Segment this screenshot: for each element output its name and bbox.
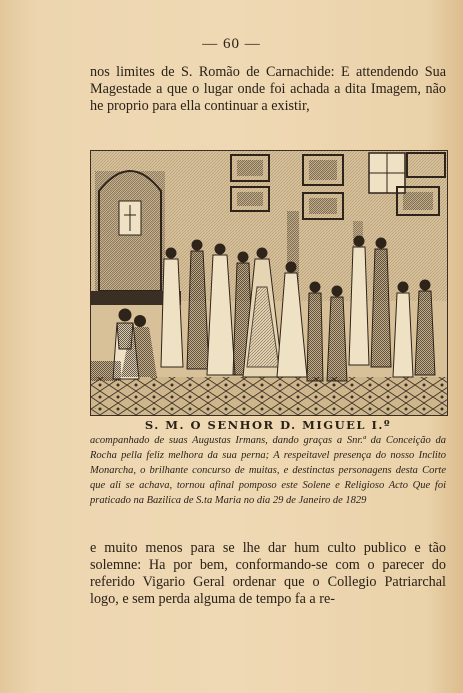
engraving-credit: · · ·: [92, 407, 100, 412]
paragraph-top: nos limites de S. Romão de Carnachide: E attendendo Sua Magestade a que o lugar onde foi achada a dita Imagem, não he proprio para ella continuar a existir,: [90, 64, 446, 114]
body-text-bottom: [90, 540, 446, 608]
caption-paragraph: acompanhado de suas Augustas Irmans, dando graças a Snr.ª da Conceição da Rocha pella feliz melhora da sua perna; A respeitavel presença do nosso Inclito Monarcha, o brilhante concurso de muitas, e destinctas personagens desta Corte que ali se achava, tornou afinal pomposo este Solene e Religioso Acto Que foi praticado na Bazilica de S.ta Maria no dia 29 de Janeiro de 1829: [90, 435, 446, 506]
paragraph-bottom: e muito menos para se lhe dar hum culto publico e tão solemne: Ha por bem, conformando-se com o parecer do referido Vigario Geral ordenar que o Collegio Patriarchal logo, e sem perda alguma de tempo fa a re-: [90, 540, 446, 607]
page-number: — 60 —: [202, 36, 261, 52]
illustration-caption-text: [90, 433, 446, 508]
engraving-illustration: [90, 150, 448, 416]
illustration-caption-title: S. M. O SENHOR D. MIGUEL I.º: [144, 418, 392, 432]
body-text-top: [90, 64, 446, 115]
engraving-picture: [91, 151, 447, 415]
